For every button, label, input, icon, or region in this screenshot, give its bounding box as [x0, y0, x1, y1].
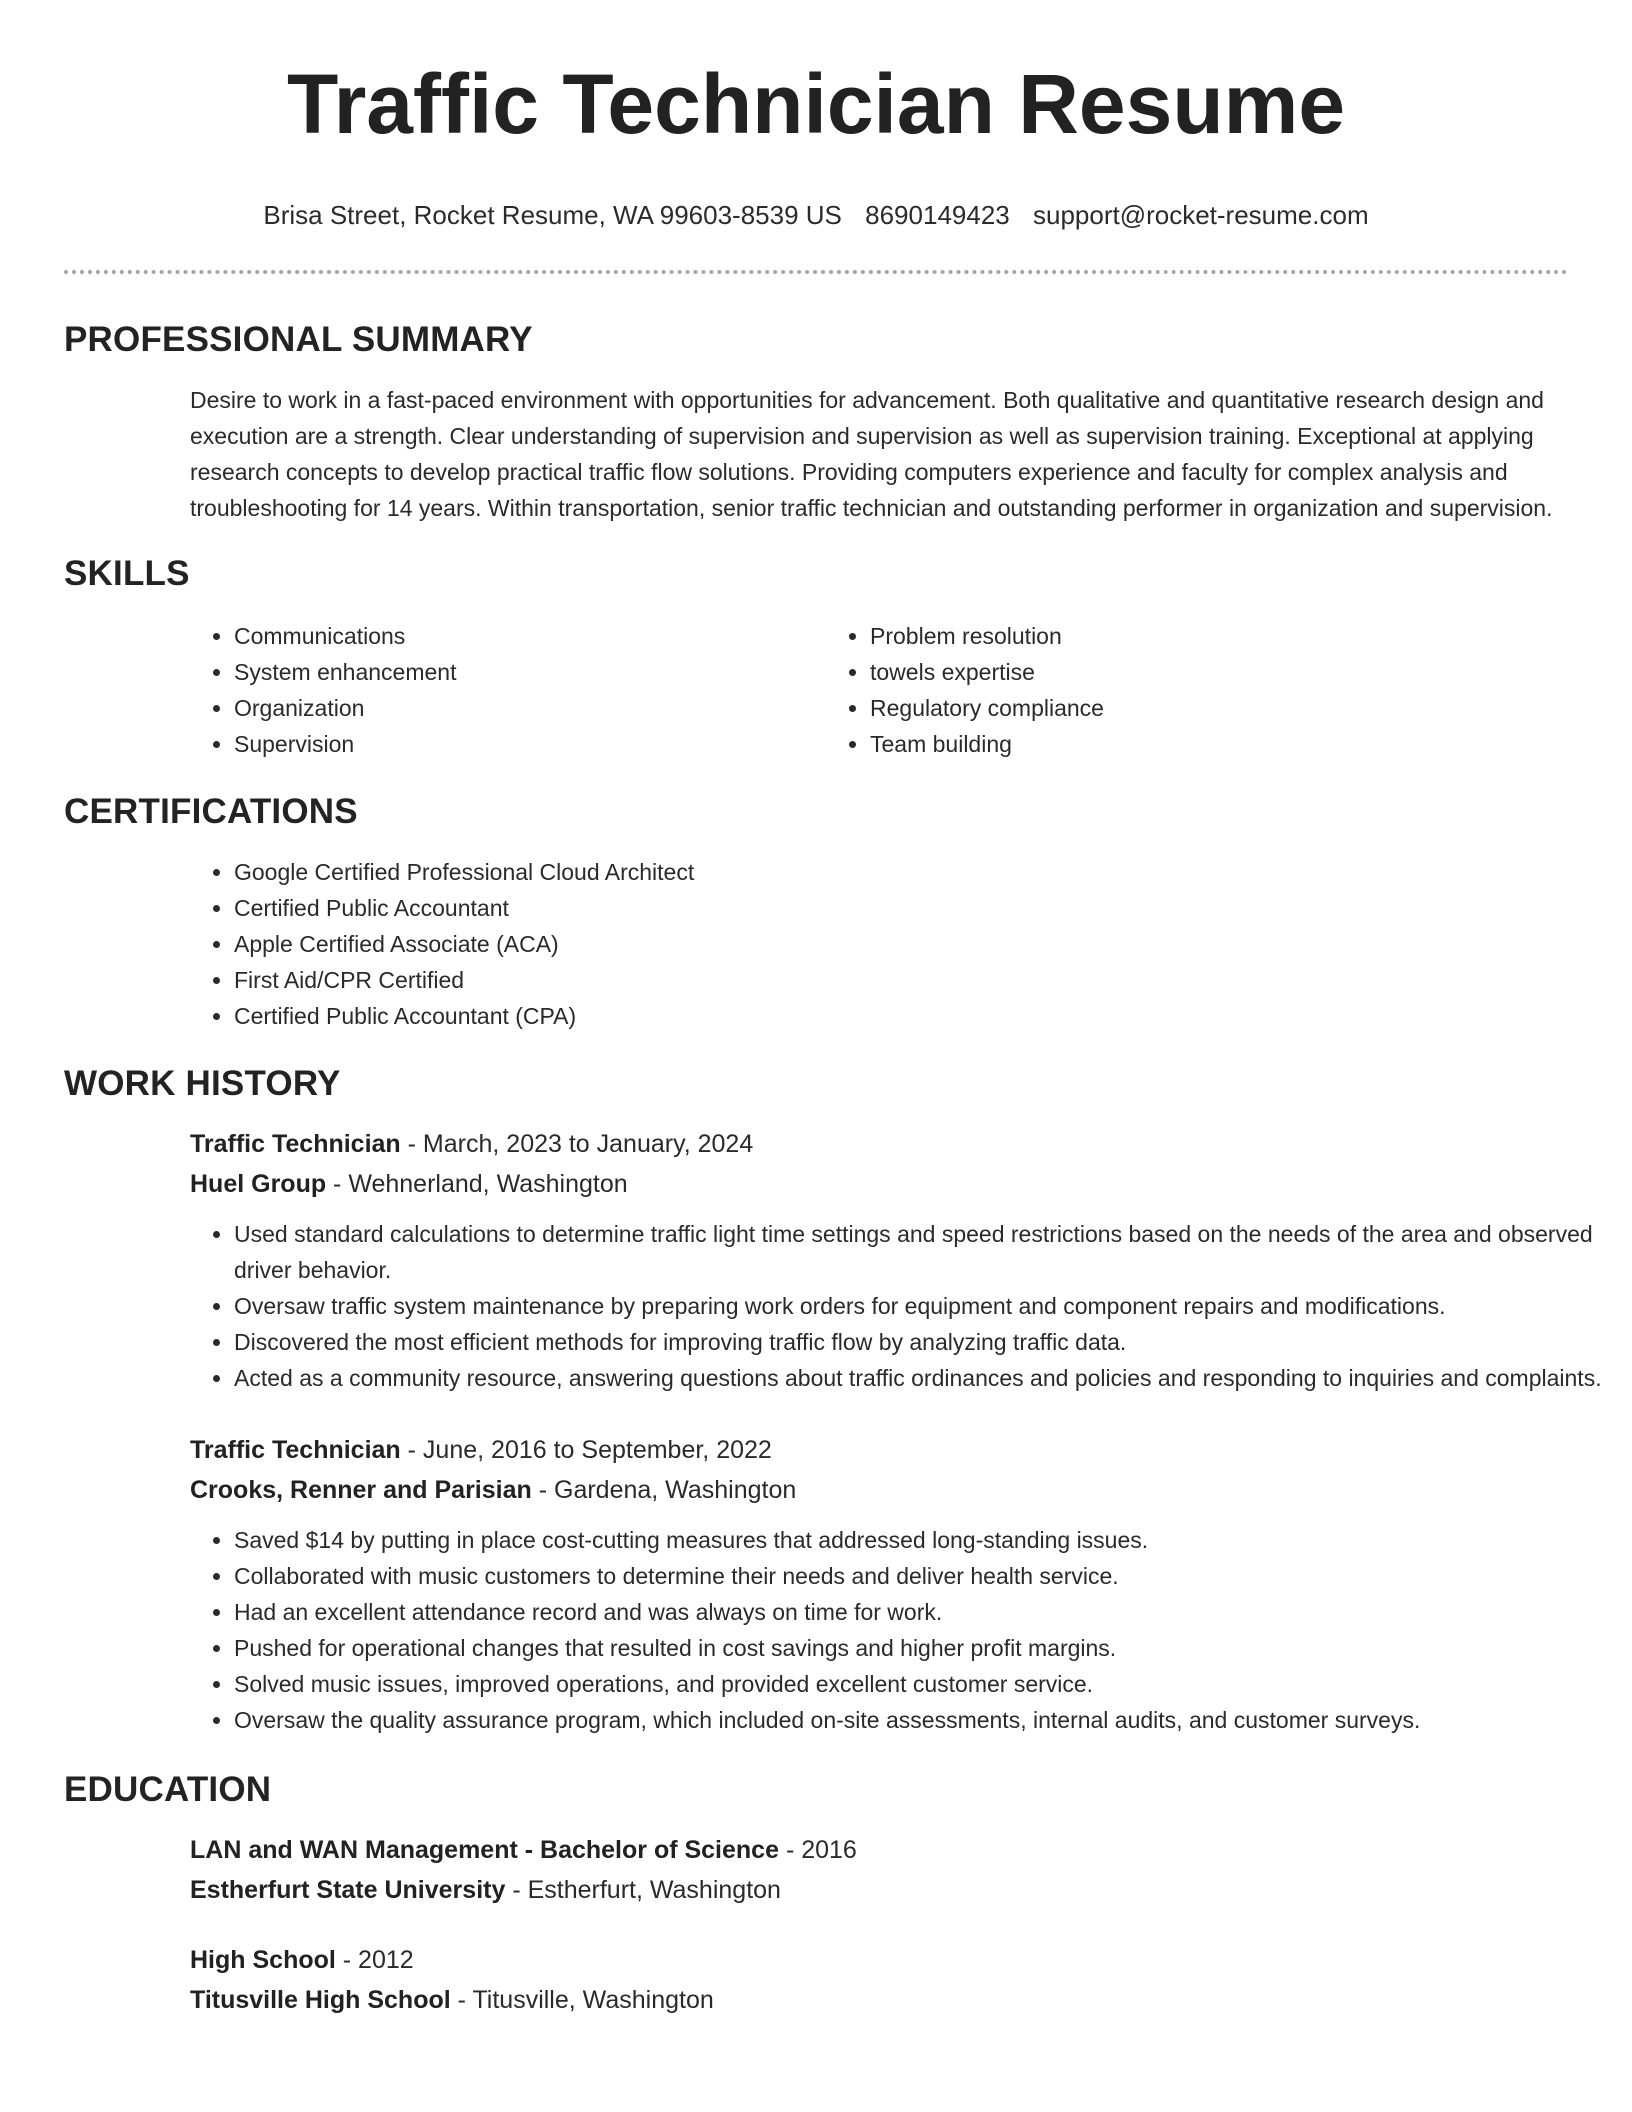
job-company-line: [190, 1164, 1568, 1204]
skill-item: • Problem resolution: [870, 618, 1462, 654]
job-bullet-list: [190, 1216, 1630, 1396]
job-title-line: [190, 1430, 1568, 1470]
skill-item: • towels expertise: [870, 654, 1462, 690]
skill-item: • Team building: [870, 726, 1462, 762]
job-bullet: • Used standard calculations to determine traffic light time settings and speed restrictions based on the needs of the area and observed driver behavior.: [234, 1216, 1630, 1288]
job-bullet: • Had an excellent attendance record and was always on time for work.: [234, 1594, 1630, 1630]
job-bullet: • Solved music issues, improved operations, and provided excellent customer service.: [234, 1666, 1630, 1702]
work-history-heading: WORK HISTORY: [64, 1064, 341, 1103]
certification-item: • First Aid/CPR Certified: [234, 962, 1570, 998]
job-company: Huel Group: [190, 1170, 327, 1198]
job-bullet: • Discovered the most efficient methods for improving traffic flow by analyzing traffic data.: [234, 1324, 1630, 1360]
skill-item: • Supervision: [234, 726, 826, 762]
certification-item: • Certified Public Accountant: [234, 890, 1570, 926]
education-school-line: [190, 1870, 1568, 1910]
education-degree-line: [190, 1830, 1568, 1870]
header-divider: [64, 270, 1568, 274]
job-title: Traffic Technician: [190, 1130, 401, 1158]
job-bullet: • Oversaw traffic system maintenance by preparing work orders for equipment and component repairs and modifications.: [234, 1288, 1630, 1324]
certification-item: • Apple Certified Associate (ACA): [234, 926, 1570, 962]
education-school-line: [190, 1980, 1568, 2020]
skills-grid: [190, 618, 1568, 762]
education-school: Titusville High School: [190, 1986, 451, 2014]
education-degree-line: [190, 1940, 1568, 1980]
education-location: - Estherfurt, Washington: [505, 1876, 781, 1904]
contact-address: Brisa Street, Rocket Resume, WA 99603-8539 US: [263, 200, 842, 230]
summary-heading: PROFESSIONAL SUMMARY: [64, 320, 533, 359]
skill-item: • System enhancement: [234, 654, 826, 690]
certifications-heading: CERTIFICATIONS: [64, 792, 358, 831]
job-bullet-list: [190, 1522, 1630, 1738]
skills-heading: SKILLS: [64, 554, 190, 593]
job-title: Traffic Technician: [190, 1436, 401, 1464]
skills-right-column: [826, 618, 1462, 762]
contact-line: [64, 198, 1568, 232]
contact-email: support@rocket-resume.com: [1032, 200, 1369, 230]
skill-item: • Communications: [234, 618, 826, 654]
education-year: - 2016: [779, 1836, 857, 1864]
job-dates: - June, 2016 to September, 2022: [400, 1436, 772, 1464]
job-bullet: • Collaborated with music customers to determine their needs and deliver health service.: [234, 1558, 1630, 1594]
certification-item: • Certified Public Accountant (CPA): [234, 998, 1570, 1034]
contact-phone: 8690149423: [865, 200, 1010, 230]
job-company-line: [190, 1470, 1568, 1510]
summary-text: Desire to work in a fast-paced environment with opportunities for advancement. Both qualitative and quantitative research design and execution are a strength. Clear understanding of supervision and supervision as well as supervision training. Exceptional at applying research concepts to develop practical traffic flow solutions. Providing computers experience and faculty for complex analysis and troubleshooting for 14 years. Within transportation, senior traffic technician and outstanding performer in organization and supervision.: [190, 387, 1553, 521]
education-school: Estherfurt State University: [190, 1876, 506, 1904]
job-dates: - March, 2023 to January, 2024: [400, 1130, 754, 1158]
job-location: - Gardena, Washington: [531, 1476, 797, 1504]
education-location: - Titusville, Washington: [450, 1986, 714, 2014]
certifications-list: [190, 854, 1570, 1034]
job-entry: [190, 1430, 1568, 1510]
skill-item: • Organization: [234, 690, 826, 726]
job-bullet: • Pushed for operational changes that resulted in cost savings and higher profit margins.: [234, 1630, 1630, 1666]
education-degree: LAN and WAN Management - Bachelor of Science: [190, 1836, 779, 1864]
education-year: - 2012: [335, 1946, 414, 1974]
job-bullet: • Oversaw the quality assurance program, which included on-site assessments, internal audits, and customer surveys.: [234, 1702, 1630, 1738]
job-bullet: • Saved $14 by putting in place cost-cutting measures that addressed long-standing issues.: [234, 1522, 1630, 1558]
job-bullet: • Acted as a community resource, answering questions about traffic ordinances and policies and responding to inquiries and complaints.: [234, 1360, 1630, 1396]
job-location: - Wehnerland, Washington: [326, 1170, 628, 1198]
education-entry: [190, 1830, 1568, 1910]
certification-item: • Google Certified Professional Cloud Architect: [234, 854, 1570, 890]
job-title-line: [190, 1124, 1568, 1164]
page-title: Traffic Technician Resume: [286, 57, 1346, 151]
education-entry: [190, 1940, 1568, 2020]
education-heading: EDUCATION: [64, 1770, 272, 1809]
education-degree: High School: [190, 1946, 336, 1974]
skills-left-column: [190, 618, 826, 762]
skill-item: • Regulatory compliance: [870, 690, 1462, 726]
job-company: Crooks, Renner and Parisian: [190, 1476, 532, 1504]
job-entry: [190, 1124, 1568, 1204]
